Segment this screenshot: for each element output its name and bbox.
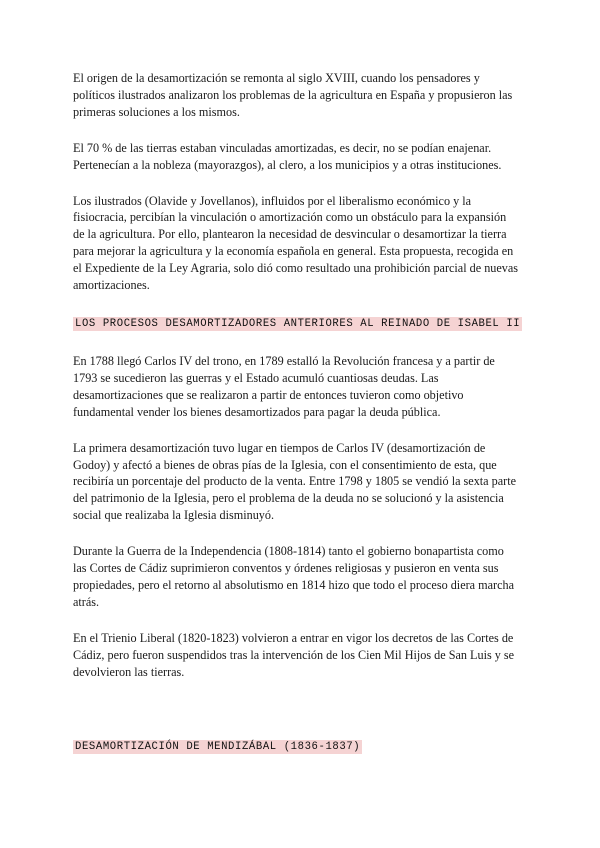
intro-paragraph-1: El origen de la desamortización se remonta al siglo XVIII, cuando los pensadores y políticos ilustrados analizaron los problemas de la agricultura en España y propusieron las primeras soluciones a los mismos. [73, 71, 513, 119]
intro-paragraph-2: El 70 % de las tierras estaban vinculadas amortizadas, es decir, no se podían enajenar. Pertenecían a la nobleza (mayorazgos), al clero, a los municipios y a otras instituciones. [73, 140, 502, 172]
section1-paragraph-4: En el Trienio Liberal (1820-1823) volvieron a entrar en vigor los decretos de las Cortes de Cádiz, pero fueron suspendidos tras la intervención de los Cien Mil Hijos de San Luis y se devolvieron las tierras. [73, 630, 515, 679]
section-heading-wrapper-2 [73, 736, 520, 754]
section1-paragraph-3: Durante la Guerra de la Independencia (1808-1814) tanto el gobierno bonapartista como las Cortes de Cádiz suprimieron conventos y órdenes religiosas y pusieron en venta sus propiedades, pero el retorno al absolutismo en 1814 hizo que todo el proceso diera marcha atrás. [73, 544, 514, 609]
section-heading-procesos: LOS PROCESOS DESAMORTIZADORES ANTERIORES AL REINADO DE ISABEL II [75, 317, 521, 330]
section-heading-wrapper [73, 313, 520, 331]
section1-paragraph-1: En 1788 llegó Carlos IV del trono, en 1789 estalló la Revolución francesa y a partir de 1793 se sucedieron las guerras y el Estado acumuló cuantiosas deudas. Las desamortizaciones que se realizaron a partir de entonces tuvieron como objetivo fundamental vender los bienes desamortizados para pagar la deuda pública. [73, 353, 495, 419]
section1-paragraph-2: La primera desamortización tuvo lugar en tiempos de Carlos IV (desamortización de Godoy) y afectó a bienes de obras pías de la Iglesia, con el consentimiento de esta, que recibiría un porcentaje del producto de la venta. Entre 1798 y 1805 se vendió la sexta parte del patrimonio de la Iglesia, pero el problema de la deuda no se solucionó y la asistencia social que realizaba la Iglesia disminuyó. [73, 440, 516, 523]
section-heading-mendizabal: DESAMORTIZACIÓN DE MENDIZÁBAL (1836-1837) [75, 741, 361, 754]
intro-paragraph-3: Los ilustrados (Olavide y Jovellanos), influidos por el liberalismo económico y la fisiocracia, percibían la vinculación o amortización como un obstáculo para la expansión de la agricultura. Por ello, plantearon la necesidad de desvincular o desamortizar la tierra para mejorar la agricultura y la economía española en general. Esta propuesta, recogida en el Expediente de la Ley Agraria, solo dió como resultado una prohibición parcial de nuevas amortizaciones. [73, 193, 519, 293]
